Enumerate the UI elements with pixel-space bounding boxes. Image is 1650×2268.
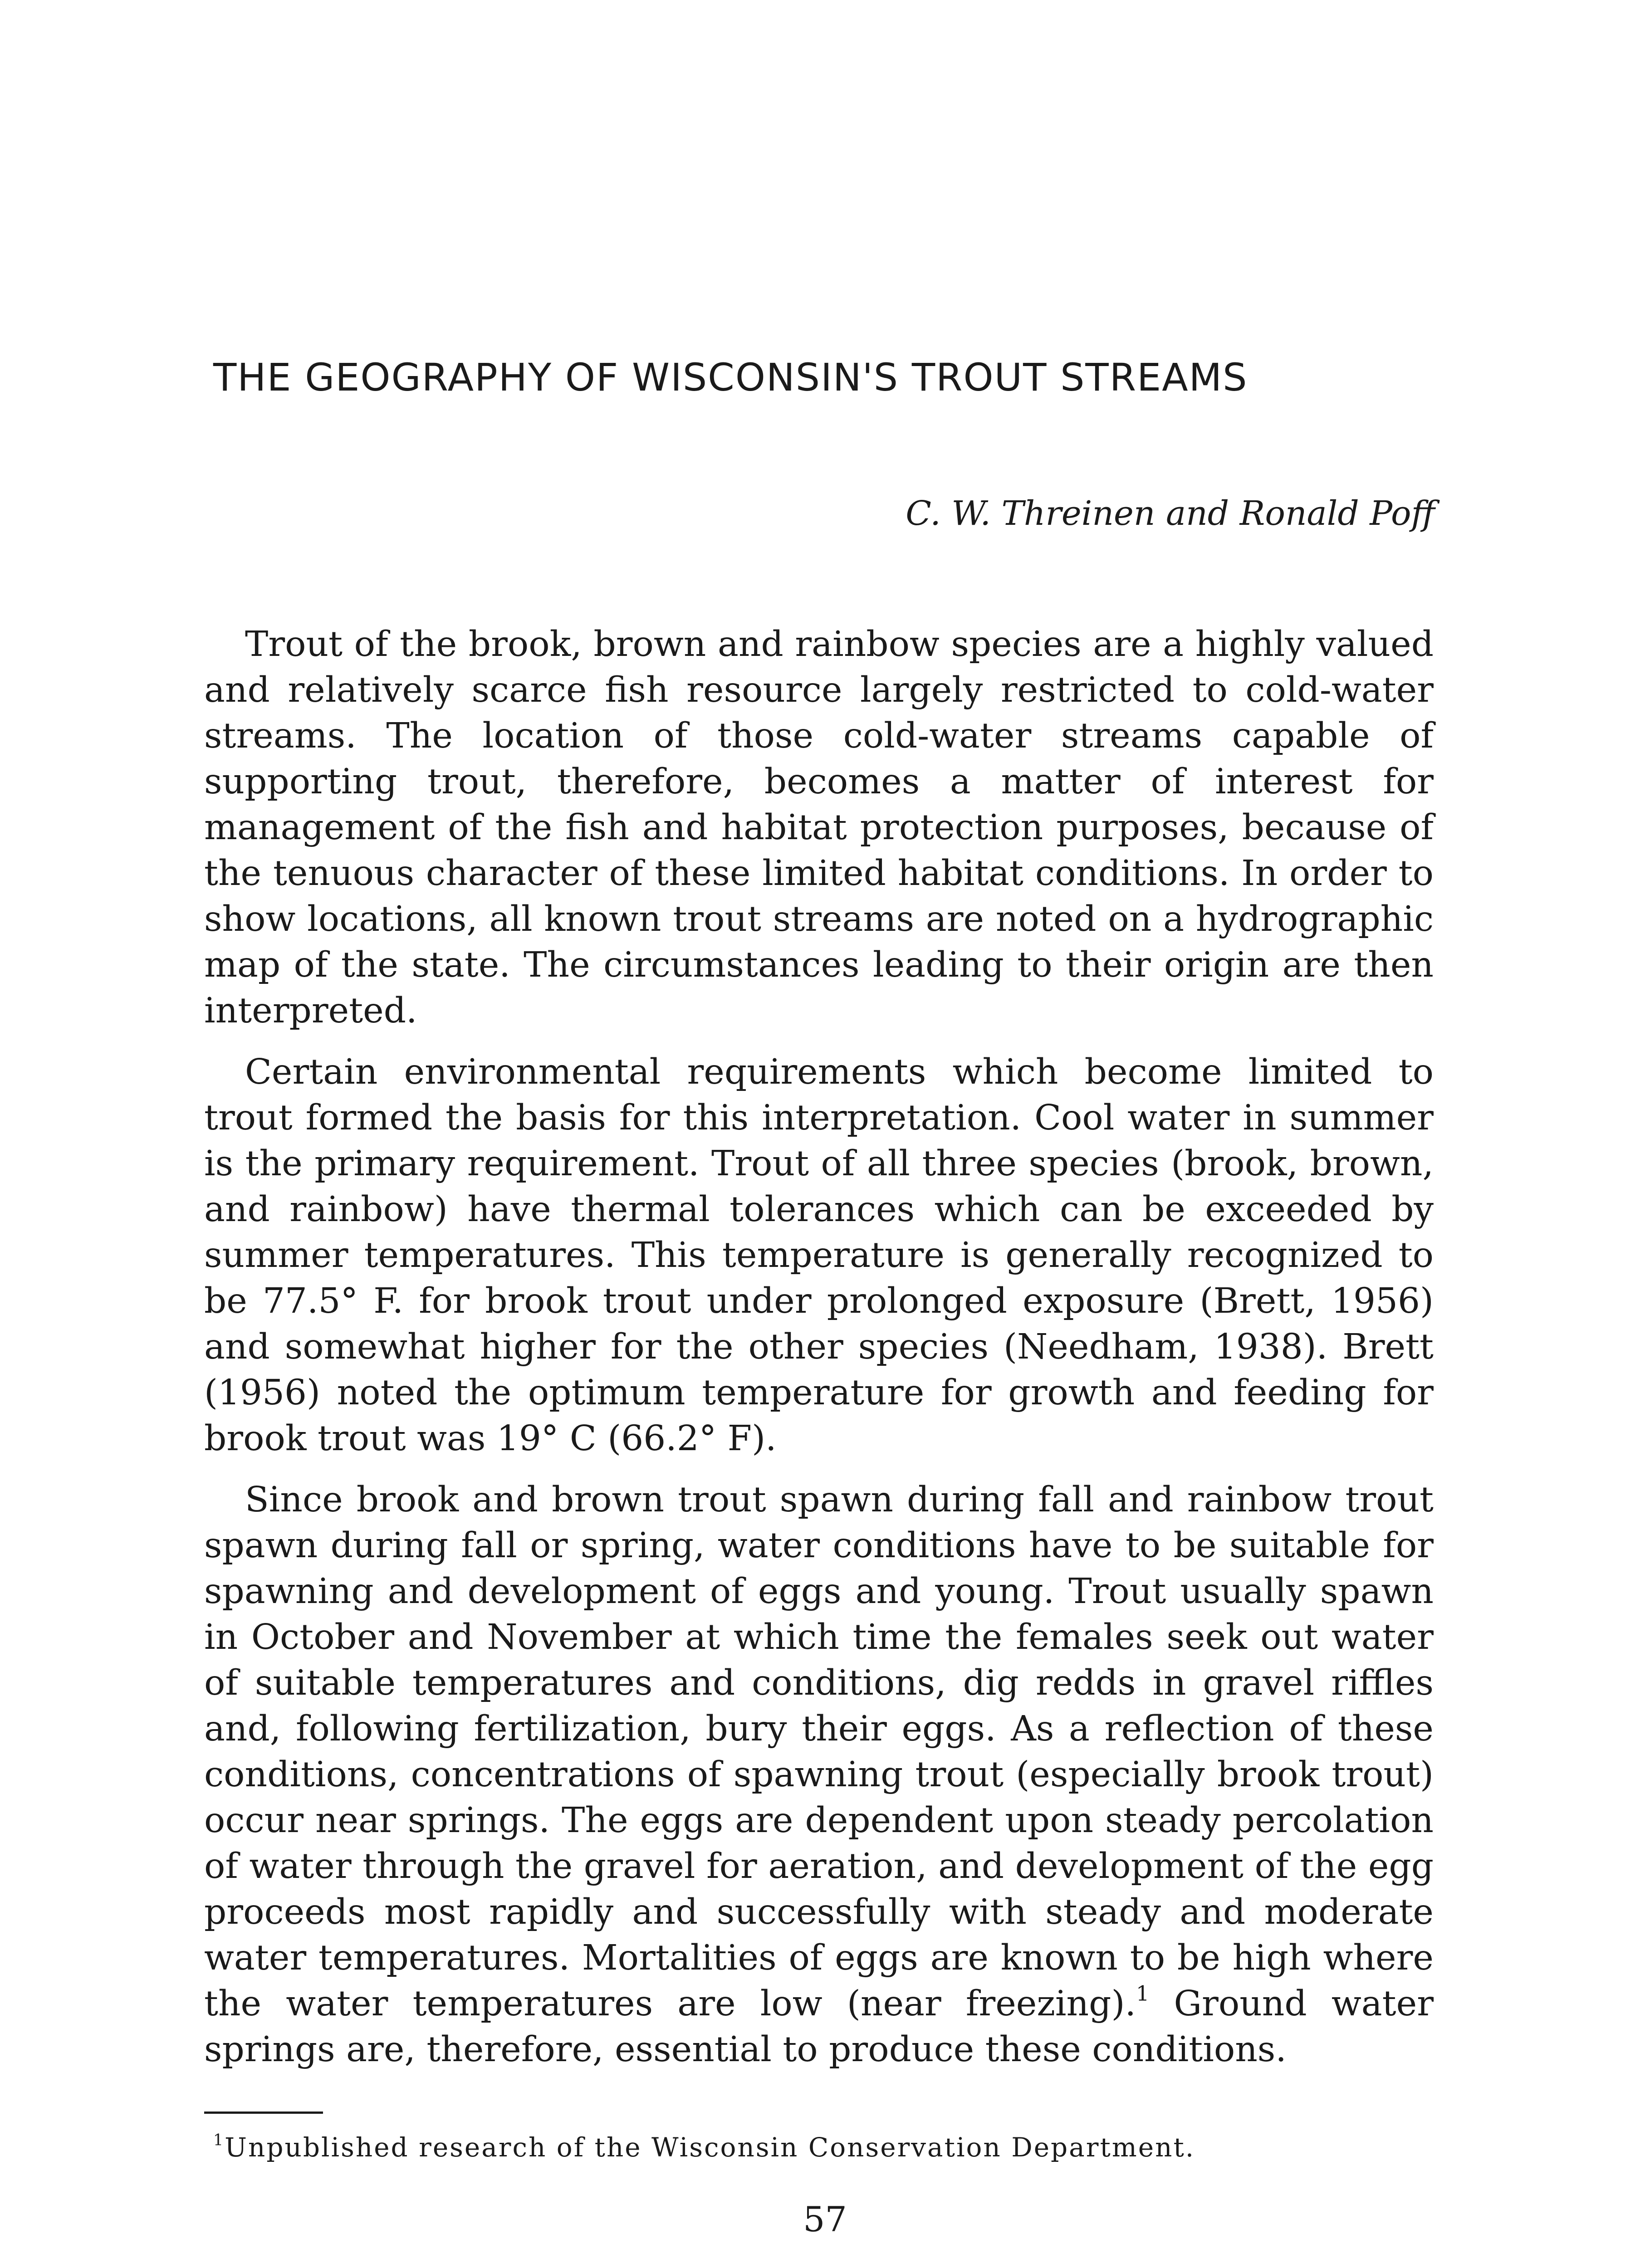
page-number: 57 — [803, 2199, 847, 2239]
footnote — [213, 2132, 1438, 2164]
article-body — [204, 621, 1434, 2088]
footnote-text: Unpublished research of the Wisconsin Conservation Department. — [225, 2132, 1195, 2163]
paragraph-3-continuation: Ground water springs are, therefore, essential to produce these conditions. — [204, 1984, 1434, 2070]
footnote-marker: 1 — [213, 2131, 225, 2150]
footnote-reference: 1 — [1136, 1981, 1150, 2006]
paragraph-3-text: Since brook and brown trout spawn during fall and rainbow trout spawn during fall or spring, water conditions have to be suitable for spawning and development of eggs and young. Trout usually spawn in October and November at which time the females seek out water of suitable temperatures and conditions, dig redds in gravel riffles and, following fertilization, bury their eggs. As a reflection of these conditions, concentrations of spawning trout (especially brook trout) occur near springs. The eggs are dependent upon steady percolation of water through the gravel for aeration, and development of the egg proceeds most rapidly and successfully with steady and moderate water temperatures. Mortalities of eggs are known to be high where the water temperatures are low (near freezing). — [204, 1480, 1434, 2024]
paragraph-3 — [204, 1477, 1434, 2072]
paragraph-1: Trout of the brook, brown and rainbow species are a highly valued and relatively scarce fish resource largely restricted to cold-water streams. The location of those cold-water streams capable of supporting trout, therefore, becomes a matter of interest for management of the fish and habitat protection purposes, because of the tenuous character of these limited habitat conditions. In order to show locations, all known trout streams are noted on a hydrographic map of the state. The circumstances leading to their origin are then interpreted. — [204, 624, 1434, 1031]
footnote-divider — [204, 2112, 323, 2114]
article-title: THE GEOGRAPHY OF WISCONSIN'S TROUT STREAMS — [213, 355, 1248, 400]
paragraph-2: Certain environmental requirements which become limited to trout formed the basis for this interpretation. Cool water in summer is the primary requirement. Trout of all three species (brook, brown, and rainbow) have thermal tolerances which can be exceeded by summer temperatures. This temperature is generally recognized to be 77.5° F. for brook trout under prolonged exposure (Brett, 1956) and somewhat higher for the other species (Needham, 1938). Brett (1956) noted the optimum temperature for growth and feeding for brook trout was 19° C (66.2° F). — [204, 1052, 1434, 1459]
article-authors: C. W. Threinen and Ronald Poff — [906, 494, 1435, 533]
